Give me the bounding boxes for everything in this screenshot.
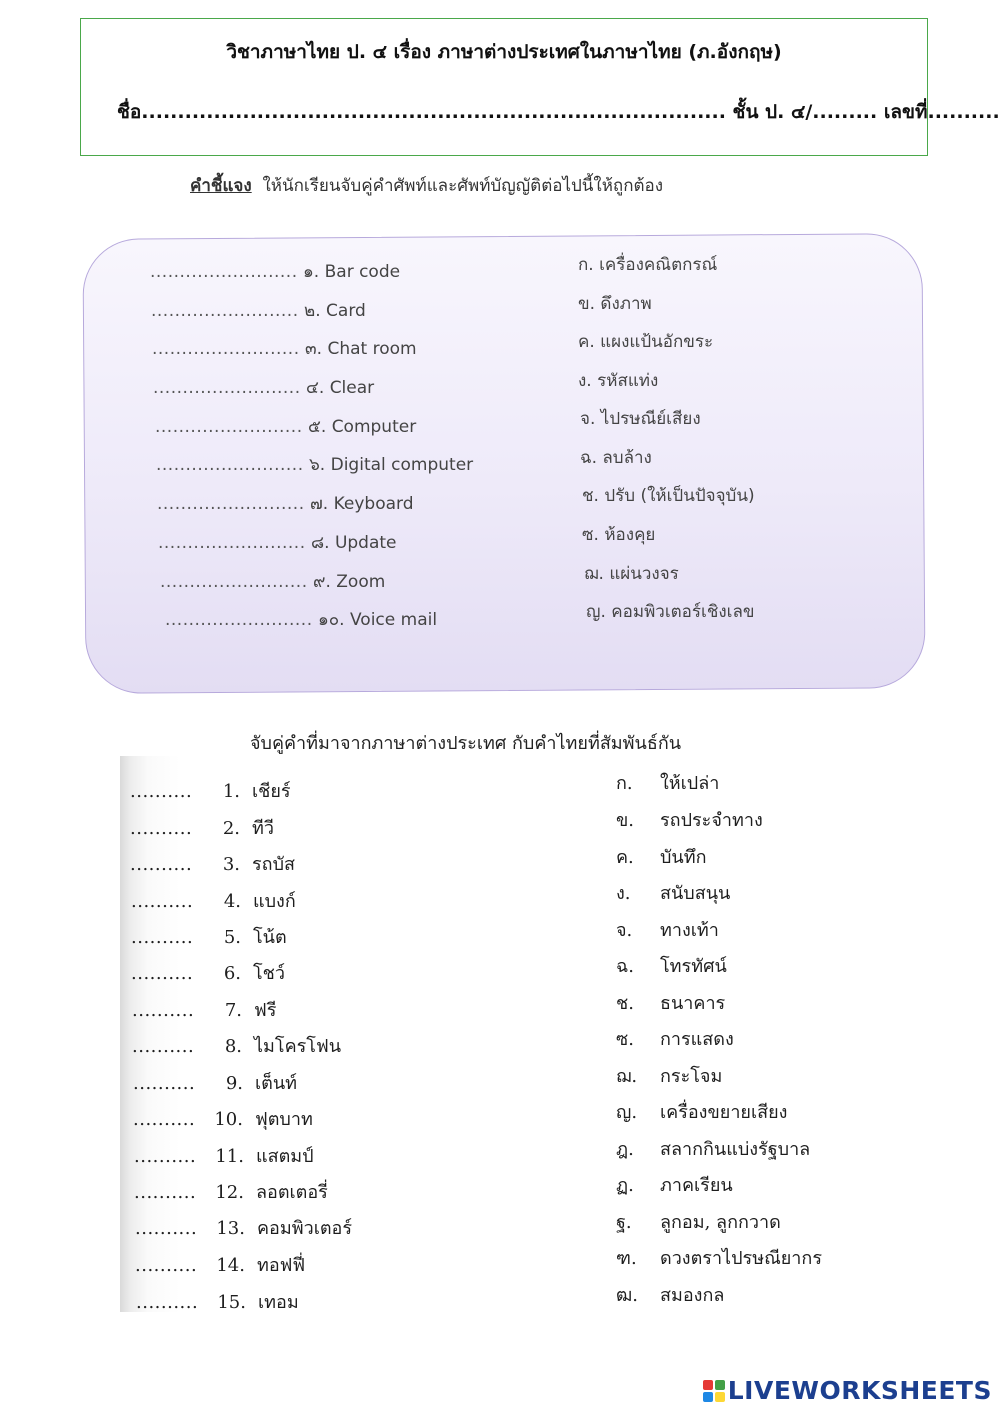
word-answer-11: ฎ. สลากกินแบ่งรัฐบาล	[616, 1139, 811, 1160]
vocab-item-9: ......................... ๙. Zoom	[160, 572, 386, 592]
logo-grid-icon	[703, 1380, 725, 1402]
vocab-answer-5: จ. ไปรษณีย์เสียง	[580, 409, 701, 429]
word-answer-4: ง. สนับสนุน	[616, 883, 731, 904]
vocab-item-5: ......................... ๕. Computer	[155, 417, 417, 437]
logo-text: LIVEWORKSHEETS	[727, 1376, 992, 1405]
word-item-2: .......... 2. ทีวี	[130, 818, 274, 839]
vocab-answer-1: ก. เครื่องคณิตกรณ์	[578, 255, 718, 275]
word-item-13: .......... 13. คอมพิวเตอร์	[135, 1218, 353, 1239]
vocab-answer-3: ค. แผงแป้นอักขระ	[578, 332, 714, 352]
vocab-answer-10: ญ. คอมพิวเตอร์เชิงเลข	[586, 602, 755, 622]
word-item-7: .......... 7. ฟรี	[132, 1000, 277, 1021]
vocab-item-1: ......................... ๑. Bar code	[150, 262, 401, 282]
word-answer-9: ฌ. กระโจม	[616, 1066, 723, 1087]
word-item-4: .......... 4. แบงก์	[131, 891, 296, 912]
vocab-item-8: ......................... ๘. Update	[158, 533, 397, 553]
word-item-6: .......... 6. โชว์	[131, 963, 285, 984]
word-answer-1: ก. ให้เปล่า	[616, 773, 720, 794]
vocab-item-6: ......................... ๖. Digital computer	[156, 455, 474, 475]
vocab-item-2: ......................... ๒. Card	[151, 301, 366, 321]
word-answer-6: ฉ. โทรทัศน์	[616, 956, 727, 977]
header-box	[80, 18, 1000, 156]
word-item-14: .......... 14. ทอฟฟี่	[135, 1255, 306, 1276]
word-item-12: .......... 12. ลอตเตอรี่	[134, 1182, 328, 1203]
vocab-item-10: ......................... ๑๐. Voice mail	[165, 610, 438, 630]
word-item-9: .......... 9. เต็นท์	[133, 1073, 298, 1094]
word-item-15: .......... 15. เทอม	[136, 1292, 299, 1313]
word-answer-5: จ. ทางเท้า	[616, 920, 719, 941]
word-item-10: .......... 10. ฟุตบาท	[133, 1109, 313, 1130]
liveworksheets-logo	[703, 1376, 992, 1405]
word-item-8: .......... 8. ไมโครโฟน	[132, 1036, 342, 1057]
word-item-1: .......... 1. เชียร์	[130, 781, 291, 802]
word-item-11: .......... 11. แสตมป์	[134, 1146, 314, 1167]
vocab-answer-2: ข. ดึงภาพ	[578, 294, 652, 314]
word-answer-2: ข. รถประจำทาง	[616, 810, 763, 831]
vocab-item-4: ......................... ๔. Clear	[153, 378, 375, 398]
section2-title: จับคู่คำที่มาจากภาษาต่างประเทศ กับคำไทยที่สัมพันธ์กัน	[250, 733, 682, 754]
word-answer-10: ญ. เครื่องขยายเสียง	[616, 1102, 788, 1123]
word-answer-7: ช. ธนาคาร	[616, 993, 726, 1014]
vocab-item-3: ......................... ๓. Chat room	[152, 339, 417, 359]
word-answer-14: ฑ. ดวงตราไปรษณียากร	[616, 1248, 822, 1269]
word-answer-15: ฒ. สมองกล	[616, 1285, 725, 1306]
word-answer-8: ซ. การแสดง	[616, 1029, 734, 1050]
vocab-answer-6: ฉ. ลบล้าง	[580, 448, 652, 468]
instruction-label: คำชี้แจง	[190, 176, 252, 196]
word-answer-13: ฐ. ลูกอม, ลูกกวาด	[616, 1212, 781, 1233]
vocab-answer-4: ง. รหัสแท่ง	[578, 371, 659, 391]
student-info-line: ชื่อ................................................................................. ชั้น ป. ๔/......... เลขที่..........	[117, 101, 1000, 123]
vocab-item-7: ......................... ๗. Keyboard	[157, 494, 414, 514]
worksheet-title: วิชาภาษาไทย ป. ๔ เรื่อง ภาษาต่างประเทศในภาษาไทย (ภ.อังกฤษ)	[226, 41, 782, 63]
instruction	[190, 172, 663, 199]
vocab-answer-7: ช. ปรับ (ให้เป็นปัจจุบัน)	[582, 486, 755, 506]
word-answer-3: ค. บันทึก	[616, 847, 707, 868]
word-item-5: .......... 5. โน้ต	[131, 927, 287, 948]
instruction-text: ให้นักเรียนจับคู่คำศัพท์และศัพท์บัญญัติต่อไปนี้ให้ถูกต้อง	[262, 176, 664, 196]
word-item-3: .......... 3. รถบัส	[130, 854, 295, 875]
vocab-answer-8: ซ. ห้องคุย	[582, 525, 656, 545]
vocab-answer-9: ฌ. แผ่นวงจร	[584, 564, 679, 584]
word-answer-12: ฏ. ภาคเรียน	[616, 1175, 733, 1196]
